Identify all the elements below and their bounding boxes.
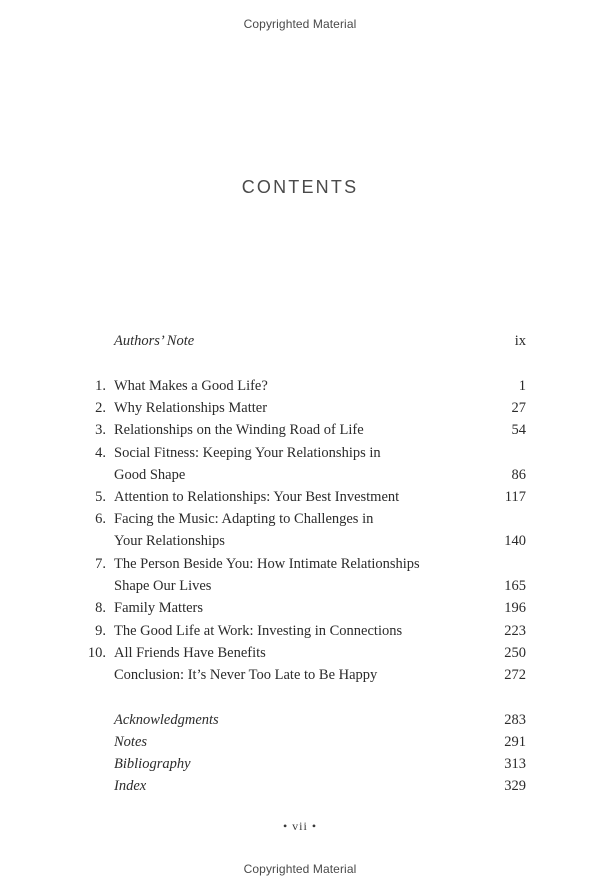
toc-entry-chapter-7-continued [80, 575, 526, 597]
toc-entry-page: 86 [511, 467, 526, 483]
toc-entry-page: 1 [518, 378, 526, 394]
toc-entry-title-continuation: Shape Our Lives [114, 578, 212, 594]
toc-entry-page: 27 [511, 400, 526, 416]
toc-entry-page: 196 [504, 600, 526, 616]
toc-entry-page: 165 [504, 578, 526, 594]
toc-entry-title: The Good Life at Work: Investing in Connections [114, 623, 403, 639]
toc-entry-title: Relationships on the Winding Road of Life [114, 422, 364, 438]
toc-entry-acknowledgments [80, 709, 526, 731]
toc-entry-chapter-5 [80, 486, 526, 508]
toc-entry-chapter-4 [80, 442, 526, 464]
toc-entry-number: 9. [95, 623, 106, 639]
toc-entry-conclusion [80, 664, 526, 686]
toc-entry-notes [80, 731, 526, 753]
toc-entry-title: Why Relationships Matter [114, 400, 268, 416]
toc-entry-number: 10. [87, 645, 106, 661]
toc-entry-title: Family Matters [114, 600, 204, 616]
toc-entry-page: 272 [504, 667, 526, 683]
toc-entry-title: The Person Beside You: How Intimate Relationships [114, 556, 420, 572]
toc-entry-page: 223 [504, 623, 526, 639]
toc-entry-index [80, 775, 526, 797]
toc-entry-chapter-2 [80, 397, 526, 419]
toc-entry-authors-note [80, 330, 526, 352]
toc-entry-chapter-7 [80, 553, 526, 575]
toc-entry-number: 5. [95, 489, 106, 505]
toc-entry-title-continuation: Your Relationships [114, 533, 225, 549]
toc-entry-chapter-10 [80, 642, 526, 664]
toc-entry-title: All Friends Have Benefits [114, 645, 266, 661]
toc-entry-page: ix [514, 333, 526, 349]
toc-entry-page: 313 [504, 756, 526, 772]
toc-entry-chapter-4-continued [80, 464, 526, 486]
toc-entry-chapter-3 [80, 419, 526, 441]
toc-entry-title: What Makes a Good Life? [114, 378, 268, 394]
toc-entry-number: 8. [95, 600, 106, 616]
contents-heading: CONTENTS [241, 177, 359, 198]
toc-entry-number: 2. [95, 400, 106, 416]
page-number: • vii • [282, 819, 318, 833]
toc-entry-title: Index [114, 778, 147, 794]
toc-entry-title: Acknowledgments [114, 712, 219, 728]
toc-entry-title: Facing the Music: Adapting to Challenges in [114, 511, 374, 527]
toc-entry-page: 329 [504, 778, 526, 794]
toc-entry-number: 6. [95, 511, 106, 527]
toc-entry-page: 283 [504, 712, 526, 728]
toc-entry-chapter-6-continued [80, 530, 526, 552]
toc-entry-chapter-8 [80, 597, 526, 619]
toc-entry-number: 7. [95, 556, 106, 572]
toc-entry-title: Notes [114, 734, 148, 750]
watermark-bottom: Copyrighted Material [243, 862, 357, 876]
toc-entry-chapter-1 [80, 375, 526, 397]
watermark-top: Copyrighted Material [243, 17, 357, 31]
toc-entry-page: 117 [504, 489, 526, 505]
toc-entry-number: 3. [95, 422, 106, 438]
toc-entry-chapter-6 [80, 508, 526, 530]
toc-entry-title: Conclusion: It’s Never Too Late to Be Happy [114, 667, 378, 683]
toc-entry-title: Attention to Relationships: Your Best Investment [114, 489, 400, 505]
toc-entry-title: Authors’ Note [114, 333, 195, 349]
toc-entry-number: 1. [95, 378, 106, 394]
toc-entry-title: Bibliography [114, 756, 191, 772]
toc-entry-chapter-9 [80, 620, 526, 642]
toc-entry-page: 54 [511, 422, 526, 438]
toc-entry-page: 291 [504, 734, 526, 750]
toc-entry-title: Social Fitness: Keeping Your Relationships in [114, 445, 381, 461]
toc-entry-bibliography [80, 753, 526, 775]
toc-entry-number: 4. [95, 445, 106, 461]
toc-entry-title-continuation: Good Shape [114, 467, 186, 483]
toc-entry-page: 140 [504, 533, 526, 549]
toc-entry-page: 250 [504, 645, 526, 661]
